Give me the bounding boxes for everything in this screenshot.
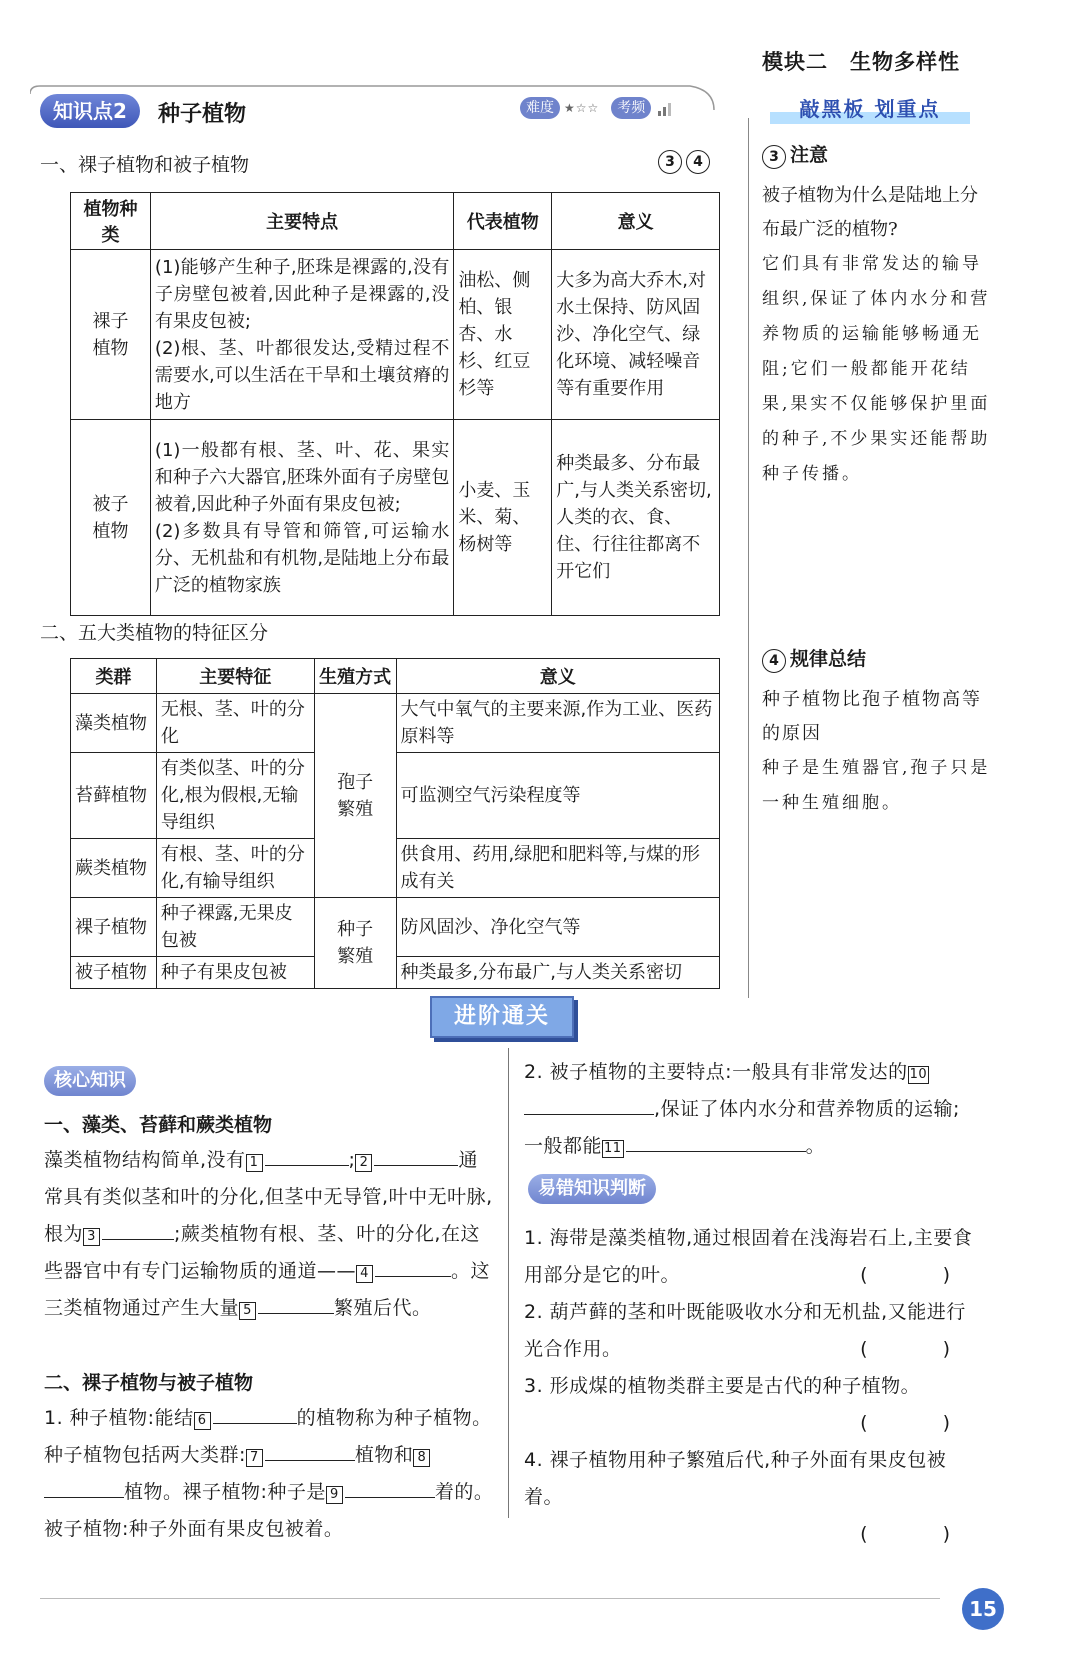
section-title: 种子植物: [158, 102, 247, 127]
col-header: 植物种类: [71, 193, 151, 250]
plant-meaning: 大多为高大乔木,对水土保持、防风固沙、净化空气、绿化环境、减轻噪音等有重要作用: [552, 250, 720, 420]
answer-blank[interactable]: [265, 1438, 355, 1461]
text-run: ;蕨类植物有根、茎、叶的分化,在这些器官中有专门运输物质的通道——: [44, 1223, 480, 1282]
summary-number: 4: [762, 649, 786, 673]
text-run: 繁殖后代。: [334, 1297, 432, 1319]
note-number: 3: [762, 145, 786, 169]
blank-number: 8: [413, 1449, 430, 1467]
group-feature: 有根、茎、叶的分化,有输导组织: [156, 839, 314, 898]
group-name: 苔藓植物: [71, 753, 157, 839]
section-frame: [30, 84, 720, 136]
answer-blank[interactable]: [345, 1475, 435, 1498]
text-run: ;: [348, 1149, 356, 1171]
note-title: 注意: [790, 144, 829, 166]
summary-heading: [762, 644, 994, 673]
group-meaning: 可监测空气污染程度等: [396, 753, 719, 839]
ref-4: 4: [686, 150, 710, 174]
core-paragraph-2: [44, 1400, 494, 1548]
col-header: 主要特征: [156, 659, 314, 694]
difficulty-badge: 难度: [520, 97, 560, 119]
text-run: 的植物称为种子植物。种子植物包括两大类群:: [44, 1407, 492, 1466]
part2-heading: 二、五大类植物的特征区分: [40, 622, 269, 644]
judge-item: [524, 1368, 978, 1442]
plant-kind: 裸子植物: [71, 250, 151, 420]
summary-title: 规律总结: [790, 648, 867, 670]
group-feature: 无根、茎、叶的分化: [156, 694, 314, 753]
answer-paren[interactable]: ( ): [860, 1412, 978, 1434]
judge-text: 4. 裸子植物用种子繁殖后代,种子外面有果皮包被着。: [524, 1449, 947, 1508]
answer-blank[interactable]: [258, 1291, 334, 1314]
group-name: 裸子植物: [71, 898, 157, 957]
core-paragraph-1: [44, 1142, 494, 1327]
text-run: 1. 种子植物:能结: [44, 1407, 194, 1429]
col-header: 生殖方式: [314, 659, 396, 694]
blank-number: 5: [239, 1302, 256, 1320]
group-meaning: 种类最多,分布最广,与人类关系密切: [396, 957, 719, 989]
judge-item: [524, 1442, 978, 1553]
sidebar-divider: [748, 118, 749, 998]
blank-number: 11: [604, 1141, 622, 1156]
answer-blank[interactable]: [102, 1217, 174, 1240]
table-header-row: [71, 659, 720, 694]
table-row: [71, 694, 720, 753]
repro-mode: 孢子繁殖: [314, 694, 396, 898]
blank-number: 7: [246, 1449, 263, 1467]
blank-number: 1: [246, 1154, 263, 1172]
answer-blank[interactable]: [44, 1475, 124, 1498]
judge-text: 2. 葫芦藓的茎和叶既能吸收水分和无机盐,又能进行光合作用。: [524, 1301, 966, 1360]
note-heading: [762, 140, 994, 169]
sidebar-banner: 敲黑板 划重点: [770, 94, 970, 124]
plant-meaning: 种类最多、分布最广,与人类关系密切,人类的衣、食、住、行往往都离不开它们: [552, 420, 720, 616]
group-meaning: 大气中氧气的主要来源,作为工业、医药原料等: [396, 694, 719, 753]
table-row: [71, 420, 720, 616]
answer-blank[interactable]: [374, 1143, 458, 1166]
text-run: ,保证了体内水分和营养物质的运输;一般都能: [524, 1098, 960, 1157]
answer-blank[interactable]: [524, 1092, 654, 1115]
seed-plant-table: [70, 192, 720, 616]
plant-features: (1)一般都有根、茎、叶、花、果实和种子六大器官,胚珠外面有子房壁包被着,因此种子外面有果皮包被; (2)多数具有导管和筛管,可运输水分、无机盐和有机物,是陆地上分布最广泛的植物家族: [150, 420, 453, 616]
col-header: 代表植物: [454, 193, 552, 250]
part1-refs: [658, 150, 714, 174]
plant-kind: 被子植物: [71, 420, 151, 616]
section-tag: 知识点2: [40, 94, 140, 128]
blank-number: 10: [909, 1067, 928, 1082]
difficulty-stars: ★☆☆: [564, 101, 600, 115]
page-number: 15: [962, 1588, 1004, 1630]
blank-number: 3: [83, 1228, 100, 1246]
group-feature: 有类似茎、叶的分化,根为假根,无输导组织: [156, 753, 314, 839]
group-name: 藻类植物: [71, 694, 157, 753]
core-paragraph-3: [524, 1054, 978, 1165]
core-heading-2: 二、裸子植物与被子植物: [44, 1372, 254, 1394]
footer-line: [40, 1598, 940, 1599]
text-run: 。: [805, 1135, 826, 1157]
sidebar-summary: [762, 644, 994, 821]
part1-heading: 一、裸子植物和被子植物: [40, 154, 250, 176]
col-header: 类群: [71, 659, 157, 694]
text-run: 2. 被子植物的主要特点:一般具有非常发达的: [524, 1061, 908, 1083]
plant-examples: 小麦、玉米、菊、杨树等: [454, 420, 552, 616]
answer-paren[interactable]: ( ): [860, 1523, 978, 1545]
answer-blank[interactable]: [265, 1143, 349, 1166]
core-heading-1: 一、藻类、苔藓和蕨类植物: [44, 1114, 273, 1136]
summary-answer: 种子是生殖器官,孢子只是一种生殖细胞。: [762, 758, 991, 813]
note-answer: 它们具有非常发达的输导组织,保证了体内水分和营养物质的运输能够畅通无阻;它们一般都能开花结果,果实不仅能够保护里面的种子,不少果实还能帮助种子传播。: [762, 254, 991, 484]
col-header: 主要特点: [150, 193, 453, 250]
judge-item: [524, 1294, 978, 1368]
advanced-banner: 进阶通关: [430, 996, 574, 1038]
answer-blank[interactable]: [626, 1129, 806, 1152]
judge-text: 3. 形成煤的植物类群主要是古代的种子植物。: [524, 1375, 921, 1397]
blank-number: 4: [356, 1265, 373, 1283]
text-run: 着的。被子植物:种子外面有果皮包被着。: [44, 1481, 494, 1540]
table-row: [71, 898, 720, 957]
group-meaning: 供食用、药用,绿肥和肥料等,与煤的形成有关: [396, 839, 719, 898]
text-run: 藻类植物结构简单,没有: [44, 1149, 246, 1171]
module-header: 模块二 生物多样性: [762, 50, 960, 74]
judge-list: [524, 1220, 978, 1553]
col-header: 意义: [552, 193, 720, 250]
ref-3: 3: [658, 150, 682, 174]
answer-paren[interactable]: ( ): [860, 1264, 978, 1286]
group-meaning: 防风固沙、净化空气等: [396, 898, 719, 957]
col-header: 意义: [396, 659, 719, 694]
text-run: 植物。裸子植物:种子是: [124, 1481, 326, 1503]
judge-item: [524, 1220, 978, 1294]
plant-examples: 油松、侧柏、银杏、水杉、红豆杉等: [454, 250, 552, 420]
group-name: 被子植物: [71, 957, 157, 989]
summary-question: 种子植物比孢子植物高等的原因: [762, 689, 982, 744]
blank-number: 6: [194, 1412, 211, 1430]
table-header-row: [71, 193, 720, 250]
repro-mode: 种子繁殖: [314, 898, 396, 989]
blank-number: 9: [326, 1486, 343, 1504]
group-feature: 种子裸露,无果皮包被: [156, 898, 314, 957]
answer-blank[interactable]: [375, 1254, 451, 1277]
text-run: 通常具有类似茎和叶的分化,但茎中无导管,叶中无叶脉,根为: [44, 1149, 493, 1245]
sidebar-note: [762, 140, 994, 492]
answer-blank[interactable]: [213, 1401, 297, 1424]
text-run: 植物和: [354, 1444, 414, 1466]
group-feature: 种子有果皮包被: [156, 957, 314, 989]
text-run: 。这三类植物通过产生大量: [44, 1260, 491, 1319]
column-divider: [508, 1048, 509, 1518]
blank-number: 2: [355, 1154, 372, 1172]
table-row: [71, 250, 720, 420]
group-name: 蕨类植物: [71, 839, 157, 898]
frequency-badge: 考频: [611, 97, 651, 119]
note-question: 被子植物为什么是陆地上分布最广泛的植物?: [762, 185, 978, 240]
judge-label: 易错知识判断: [528, 1174, 656, 1204]
judge-text: 1. 海带是藻类植物,通过根固着在浅海岩石上,主要食用部分是它的叶。: [524, 1227, 973, 1286]
plant-group-table: [70, 658, 720, 989]
core-knowledge-label: 核心知识: [44, 1066, 136, 1096]
plant-features: (1)能够产生种子,胚珠是裸露的,没有子房壁包被着,因此种子是裸露的,没有果皮包被; (2)根、茎、叶都很发达,受精过程不需要水,可以生活在干旱和土壤贫瘠的地方: [150, 250, 453, 420]
answer-paren[interactable]: ( ): [860, 1338, 978, 1360]
